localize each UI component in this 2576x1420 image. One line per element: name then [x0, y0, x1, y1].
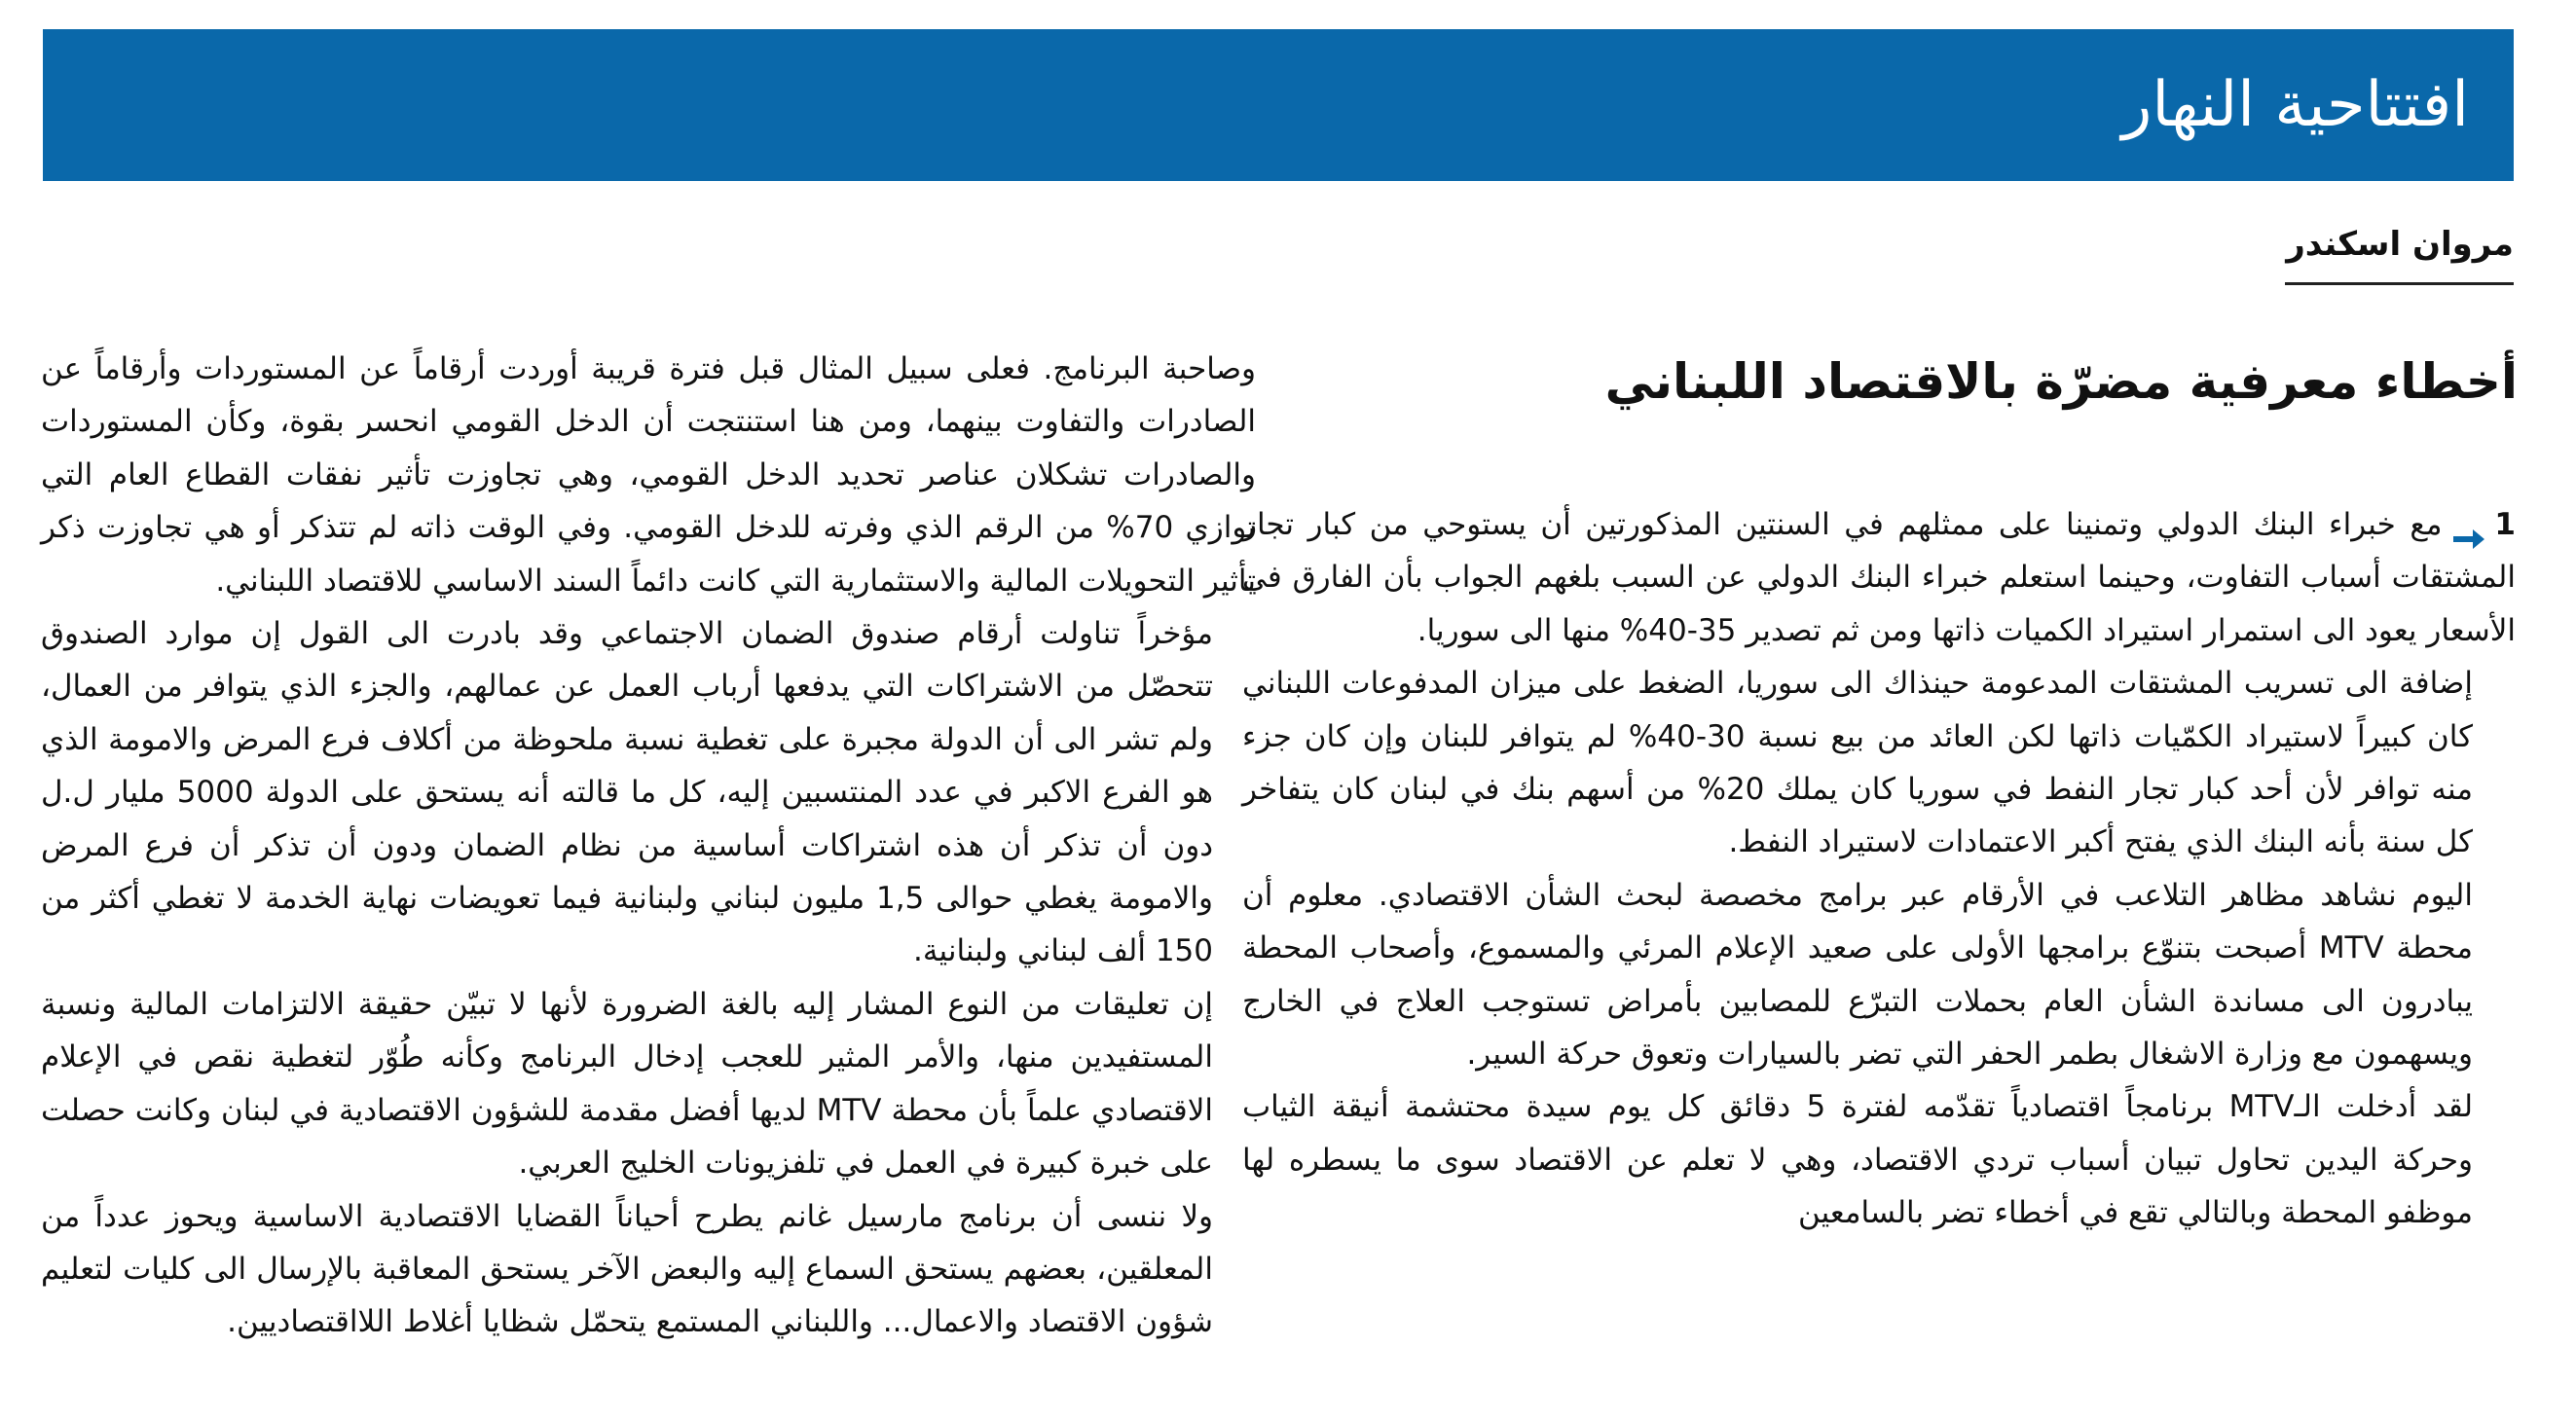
- arrow-right-icon: [2453, 515, 2484, 538]
- article-column-right: [1242, 498, 2516, 1240]
- author-byline: [2285, 220, 2514, 285]
- paragraph: لقد أدخلت الـMTV برنامجاً اقتصادياً تقدّمه لفترة 5 دقائق كل يوم سيدة محتشمة أنيقة الثياب وحركة اليدين تحاول تبيان أسباب تردي الاقتصاد، وهي لا تعلم عن الاقتصاد سوى ما يسطره لها موظفو المحطة وبالتالي تقع في أخطاء تضر بالسامعين: [1242, 1089, 2474, 1231]
- paragraph: ولا ننسى أن برنامج مارسيل غانم يطرح أحياناً القضايا الاقتصادية الاساسية ويحوز عدداً من المعلقين، بعضهم يستحق السماع إليه والبعض الآخر يستحق المعاقبة بالإرسال الى كليات لتعليم شؤون الاقتصاد والاعمال... واللبناني المستمع يتحمّل شظايا أغلاط اللااقتصاديين.: [41, 1198, 1213, 1340]
- paragraph: إضافة الى تسريب المشتقات المدعومة حينذاك الى سوريا، الضغط على ميزان المدفوعات اللبناني كان كبيراً لاستيراد الكمّيات ذاتها لكن العائد من بيع نسبة 30-40% لم يتوافر للبنان وإن كان جزء منه توافر لأن أحد كبار تجار النفط في سوريا كان يملك 20% من أسهم بنك في لبنان كان يتفاخر كل سنة بأنه البنك الذي يفتح أكبر الاعتمادات لاستيراد النفط.: [1242, 666, 2474, 860]
- paragraph: وصاحبة البرنامج. فعلى سبيل المثال قبل فترة قريبة أوردت أرقاماً عن المستوردات وأرقاماً عن الصادرات والتفاوت بينهما، ومن هنا استنتجت أن الدخل القومي انحسر بقوة، وكأن المستوردات والصادرات تشكلان عناصر تحديد الدخل القومي، وهي تجاوزت تأثير نفقات القطاع العام التي توازي 70% من الرقم الذي وفرته للدخل القومي. وفي الوقت ذاته لم تتذكر أو هي تجاوزت ذكر تأثير التحويلات المالية والاستثمارية التي كانت دائماً السند الاساسي للاقتصاد اللبناني.: [41, 351, 1256, 599]
- paragraph: إن تعليقات من النوع المشار إليه بالغة الضرورة لأنها لا تبيّن حقيقة الالتزامات المالية ونسبة المستفيدين منها، والأمر المثير للعجب إدخال البرنامج وكأنه طُوّر لتغطية نقص في الإعلام الاقتصادي علماً بأن محطة MTV لديها أفضل مقدمة للشؤون الاقتصادية في لبنان وكانت حصلت على خبرة كبيرة في العمل في تلفزيونات الخليج العربي.: [41, 986, 1213, 1182]
- author-name: مروان اسكندر: [2286, 225, 2514, 264]
- article-headline: أخطاء معرفية مضرّة بالاقتصاد اللبناني: [1604, 353, 2518, 410]
- paragraph: اليوم نشاهد مظاهر التلاعب في الأرقام عبر برامج مخصصة لبحث الشأن الاقتصادي. معلوم أن محطة MTV أصبحت بتنوّع برامجها الأولى على صعيد الإعلام المرئي والمسموع، وأصحاب المحطة يبادرون الى مساندة الشأن العام بحملات التبرّع للمصابين بأمراض تستوجب العلاج في الخارج ويسهمون مع وزارة الاشغال بطمر الحفر التي تضر بالسيارات وتعوق حركة السير.: [1242, 877, 2473, 1073]
- section-title: افتتاحية النهار: [2121, 69, 2469, 141]
- article-column-left: [41, 343, 1256, 1349]
- paragraph: مؤخراً تناولت أرقام صندوق الضمان الاجتماعي وقد بادرت الى القول إن موارد الصندوق تتحصّل من الاشتراكات التي يدفعها أرباب العمل عن عمالهم، والجزء الذي يتوافر من العمال، ولم تشر الى أن الدولة مجبرة على تغطية نسبة ملحوظة من أكلاف فرع المرض والامومة الذي هو الفرع الاكبر في عدد المنتسبين إليه، كل ما قالته أنه يستحق على الدولة 5000 مليار ل.ل دون أن تذكر أن هذه اشتراكات أساسية من نظام الضمان ودون أن تذكر أن فرع المرض والامومة يغطي حوالى 1,5 مليون لبناني ولبنانية فيما تعويضات نهاية الخدمة لا تغطي أكثر من 150 ألف لبناني ولبنانية.: [41, 616, 1214, 969]
- paragraph: [1242, 498, 2516, 657]
- paragraph-text: مع خبراء البنك الدولي وتمنينا على ممثلهم في السنتين المذكورتين أن يستوحي من كبار تجار المشتقات أسباب التفاوت، وحينما استعلم خبراء البنك الدولي عن السبب بلغهم الجواب بأن الفارق في الأسعار يعود الى استمرار استيراد الكميات ذاتها ومن ثم تصدير 35-40% منها الى سوريا.: [1242, 507, 2516, 648]
- section-header-bar: [43, 29, 2514, 181]
- paragraph-number: 1: [2494, 507, 2516, 542]
